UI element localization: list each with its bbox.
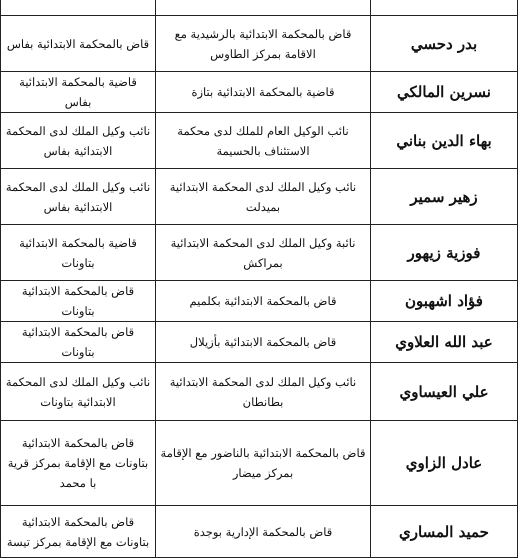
previous-post-cell: قاض بالمحكمة الابتدائية بأزيلال — [156, 322, 371, 363]
name-cell: زهير سمير — [371, 169, 518, 225]
name-cell: عبد الله العلاوي — [371, 322, 518, 363]
name-cell — [371, 0, 518, 16]
name-cell: بهاء الدين بناني — [371, 113, 518, 169]
previous-post-cell: نائب وكيل الملك لدى المحكمة الابتدائية بطانطان — [156, 363, 371, 421]
new-post-cell — [1, 0, 156, 16]
previous-post-cell: نائبة وكيل الملك لدى المحكمة الابتدائية بمراكش — [156, 225, 371, 281]
table-row — [1, 421, 518, 506]
new-post-cell: قاض بالمحكمة الابتدائية بتاونات — [1, 322, 156, 363]
name-cell: نسرين المالكي — [371, 72, 518, 113]
previous-post-cell: قاض بالمحكمة الابتدائية بكلميم — [156, 281, 371, 322]
name-cell: عادل الزاوي — [371, 421, 518, 506]
table-row — [1, 225, 518, 281]
name-cell: فوزية زيهور — [371, 225, 518, 281]
previous-post-cell: قاض بالمحكمة الابتدائية بالناضور مع الإقامة بمركز ميضار — [156, 421, 371, 506]
new-post-cell: نائب وكيل الملك لدى المحكمة الابتدائية بتاونات — [1, 363, 156, 421]
previous-post-cell — [156, 0, 371, 16]
previous-post-cell: نائب وكيل الملك لدى المحكمة الابتدائية بميدلت — [156, 169, 371, 225]
new-post-cell: قاضية بالمحكمة الابتدائية بتاونات — [1, 225, 156, 281]
new-post-cell: قاض بالمحكمة الابتدائية بفاس — [1, 16, 156, 72]
table-row — [1, 281, 518, 322]
name-cell: حميد المساري — [371, 506, 518, 558]
table-row — [1, 322, 518, 363]
new-post-cell: نائب وكيل الملك لدى المحكمة الابتدائية بفاس — [1, 113, 156, 169]
name-cell: فؤاد اشهبون — [371, 281, 518, 322]
table-row — [1, 506, 518, 558]
previous-post-cell: قاض بالمحكمة الإدارية بوجدة — [156, 506, 371, 558]
name-cell: بدر دحسي — [371, 16, 518, 72]
table-row — [1, 113, 518, 169]
previous-post-cell: قاض بالمحكمة الابتدائية بالرشيدية مع الاقامة بمركز الطاوس — [156, 16, 371, 72]
table-row — [1, 363, 518, 421]
table-row — [1, 72, 518, 113]
previous-post-cell: نائب الوكيل العام للملك لدى محكمة الاستئناف بالحسيمة — [156, 113, 371, 169]
table-row — [1, 169, 518, 225]
new-post-cell: قاضية بالمحكمة الابتدائية بفاس — [1, 72, 156, 113]
new-post-cell: نائب وكيل الملك لدى المحكمة الابتدائية بفاس — [1, 169, 156, 225]
table-row — [1, 0, 518, 16]
table-row — [1, 16, 518, 72]
previous-post-cell: قاضية بالمحكمة الابتدائية بتازة — [156, 72, 371, 113]
new-post-cell: قاض بالمحكمة الابتدائية بتاونات مع الإقامة بمركز تيسة — [1, 506, 156, 558]
new-post-cell: قاض بالمحكمة الابتدائية بتاونات مع الإقامة بمركز قرية با محمد — [1, 421, 156, 506]
new-post-cell: قاض بالمحكمة الابتدائية بتاونات — [1, 281, 156, 322]
name-cell: علي العيساوي — [371, 363, 518, 421]
